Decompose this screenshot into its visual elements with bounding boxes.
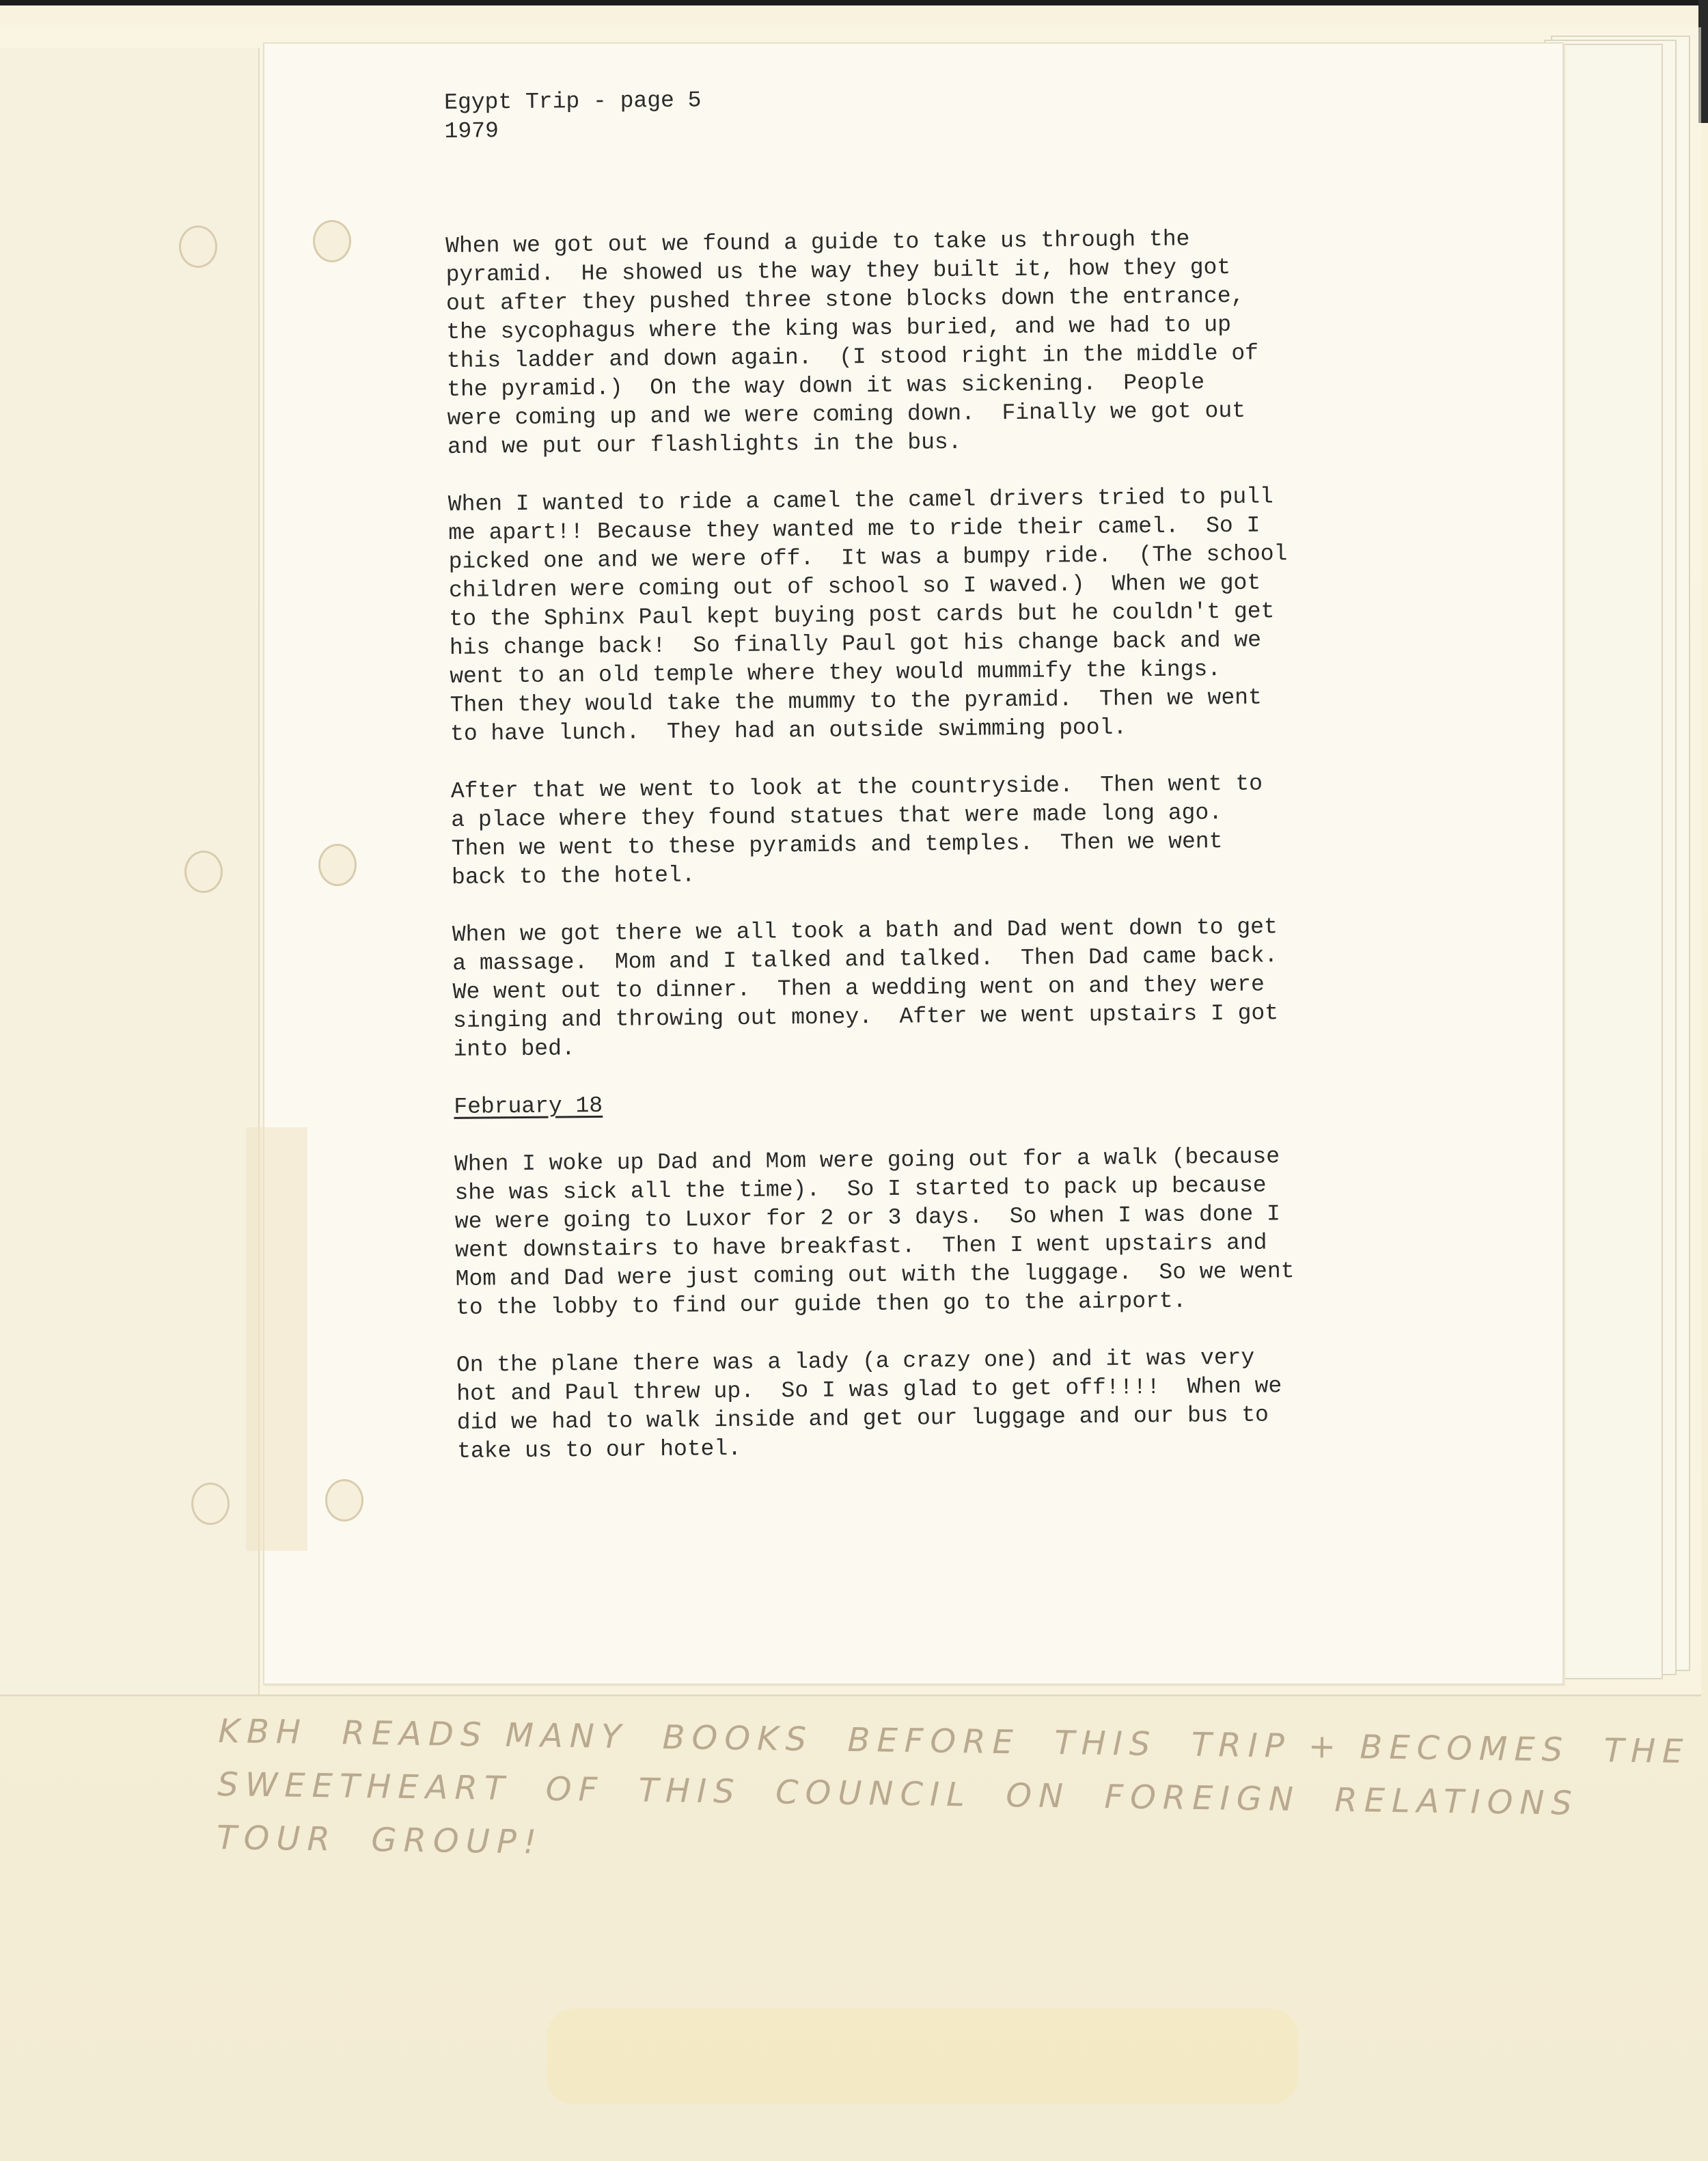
paragraph: After that we went to look at the countryside. Then went to a place where they found statues that were made long ago. Then we went to these pyramids and temples. Then we went back to the hotel. bbox=[450, 771, 1263, 890]
paragraph: When I wanted to ride a camel the camel drivers tried to pull me apart!! Because they wanted me to ride their camel. So I picked one and we were off. It was a bumpy ride. (The school children were coming out of school so I waved.) When we got to the Sphinx Paul kept buying post cards but he couldn't get his change back! So finally Paul got his change back and we went to an old temple where they would mummify the kings. Then they would take the mummy to the pyramid. Then we went to have lunch. They had an outside swimming pool. bbox=[447, 484, 1288, 747]
paragraph: When I woke up Dad and Mom were going out for a walk (because she was sick all the time). So I started to pack up because we were going to Luxor for 2 or 3 days. So when I was done I went downstairs to have breakfast. Then I went upstairs and Mom and Dad were just coming out with the luggage. So we went to the lobby to find our guide then go to the airport. bbox=[454, 1144, 1295, 1321]
date-heading: February 18 bbox=[454, 1092, 603, 1120]
binder-hole bbox=[318, 844, 357, 886]
typed-text bbox=[444, 80, 1414, 1495]
annotation-line: SWEETHEART OF THIS COUNCIL ON FOREIGN RELATIONS bbox=[217, 1765, 1580, 1823]
binder-hole bbox=[184, 851, 223, 893]
header-title: Egypt Trip - page 5 bbox=[444, 87, 702, 115]
paragraph: On the plane there was a lady (a crazy one) and it was very hot and Paul threw up. So I was glad to get off!!!! When we did we had to walk inside and get our luggage and our bus to take us to our hotel. bbox=[456, 1345, 1282, 1464]
paper-stain bbox=[547, 2009, 1298, 2104]
annotation-line: KBH READS MANY BOOKS BEFORE THIS TRIP + BECOMES THE bbox=[218, 1711, 1690, 1772]
binder-hole bbox=[179, 225, 217, 268]
paragraph: When we got out we found a guide to take us through the pyramid. He showed us the way they built it, how they got out after they pushed three stone blocks down the entrance, the sycophagus where the king was buried, and we had to up this ladder and down again. (I stood right in the middle of the pyramid.) On the way down it was sickening. People were coming up and we were coming down. Finally we got out and we put our flashlights in the bus. bbox=[445, 226, 1259, 460]
binder-hole bbox=[325, 1479, 363, 1522]
binder-hole bbox=[191, 1483, 230, 1525]
annotation-line: TOUR GROUP! bbox=[216, 1818, 544, 1862]
handwritten-annotation bbox=[216, 1705, 1690, 1883]
page-shadow bbox=[246, 1127, 307, 1551]
top-edge bbox=[0, 0, 1708, 5]
header-year: 1979 bbox=[444, 118, 499, 144]
binder-hole bbox=[313, 220, 351, 262]
paragraph: When we got there we all took a bath and Dad went down to get a massage. Mom and I talked and talked. Then Dad came back. We went out to dinner. Then a wedding went on and they were singing and throwing out money. After we went upstairs I got into bed. bbox=[452, 914, 1279, 1062]
page-header bbox=[444, 80, 1401, 146]
